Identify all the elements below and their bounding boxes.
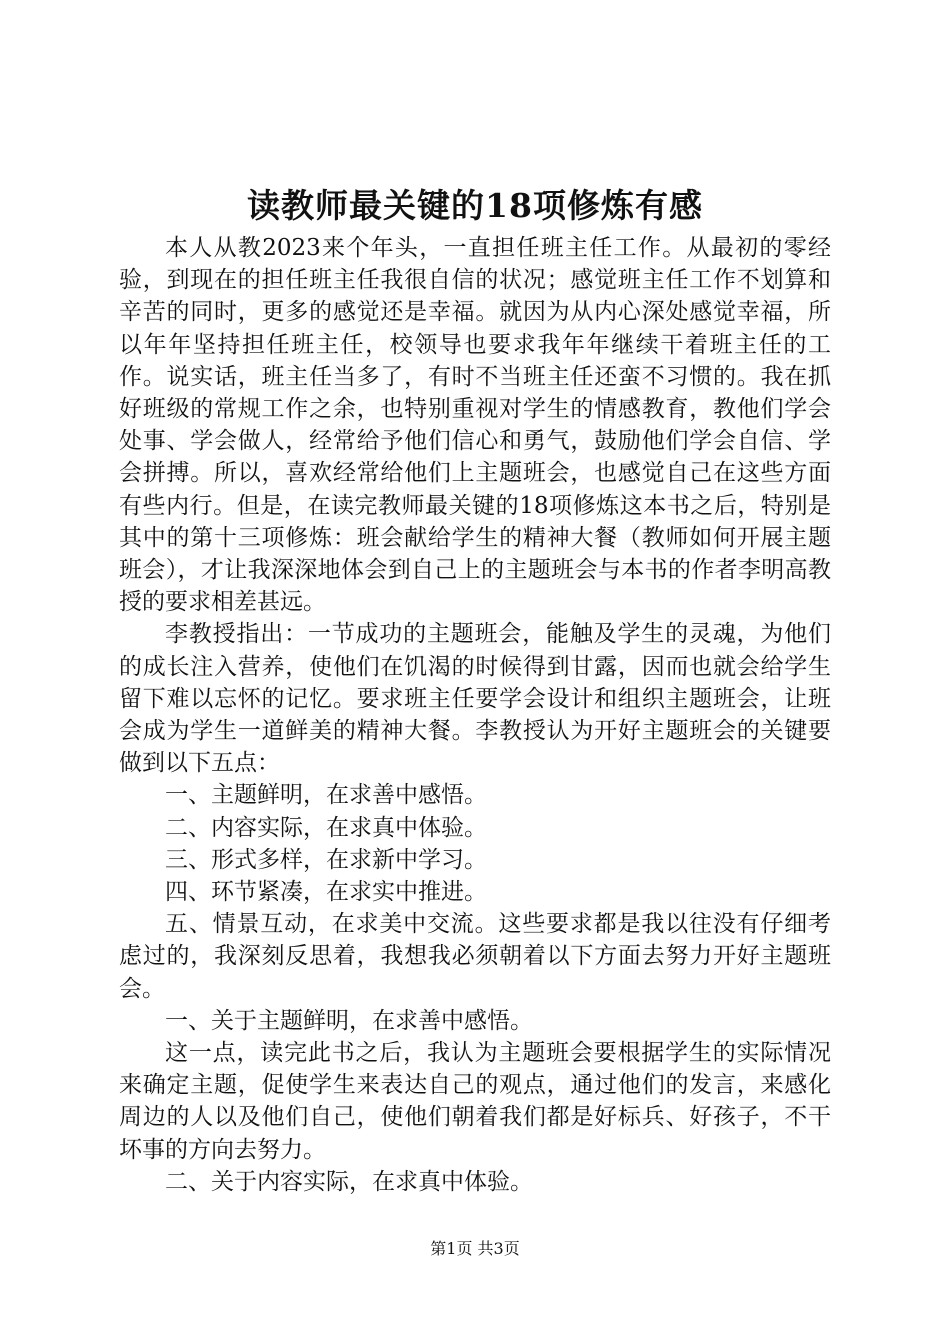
- page-number-footer: 第1页 共3页: [430, 1239, 520, 1258]
- section-heading-1: 一、关于主题鲜明，在求善中感悟。: [165, 1007, 533, 1034]
- section-heading-2: 二、关于内容实际，在求真中体验。: [165, 1168, 533, 1195]
- list-item-point-3: 三、形式多样，在求新中学习。: [165, 846, 487, 873]
- paragraph-section-1: 这一点，读完此书之后，我认为主题班会要根据学生的实际情况来确定主题，促使学生来表达自己的观点，通过他们的发言，来感化周边的人以及他们自己，使他们朝着我们都是好标兵、好孩子，不干坏事的方向去努力。: [119, 1040, 831, 1163]
- document-title: 读教师最关键的18项修炼有感: [247, 186, 703, 225]
- document-body: [119, 232, 831, 1198]
- paragraph-professor-points: 李教授指出：一节成功的主题班会，能触及学生的灵魂，为他们的成长注入营养，使他们在饥渴的时候得到甘露，因而也就会给学生留下难以忘怀的记忆。要求班主任要学会设计和组织主题班会，让班会成为学生一道鲜美的精神大餐。李教授认为开好主题班会的关键要做到以下五点：: [119, 621, 831, 777]
- list-item-point-4: 四、环节紧凑，在求实中推进。: [165, 879, 487, 906]
- list-item-point-2: 二、内容实际，在求真中体验。: [165, 814, 487, 841]
- list-item-point-1: 一、主题鲜明，在求善中感悟。: [165, 782, 487, 809]
- list-item-point-5: 五、情景互动，在求美中交流。这些要求都是我以往没有仔细考虑过的，我深刻反思着，我想我必须朝着以下方面去努力开好主题班会。: [119, 911, 831, 1002]
- paragraph-intro: 本人从教2023来个年头，一直担任班主任工作。从最初的零经验，到现在的担任班主任我很自信的状况；感觉班主任工作不划算和辛苦的同时，更多的感觉还是幸福。就因为从内心深处感觉幸福，所以年年坚持担任班主任，校领导也要求我年年继续干着班主任的工作。说实话，班主任当多了，有时不当班主任还蛮不习惯的。我在抓好班级的常规工作之余，也特别重视对学生的情感教育，教他们学会处事、学会做人，经常给予他们信心和勇气，鼓励他们学会自信、学会拼搏。所以，喜欢经常给他们上主题班会，也感觉自己在这些方面有些内行。但是，在读完教师最关键的18项修炼这本书之后，特别是其中的第十三项修炼：班会献给学生的精神大餐（教师如何开展主题班会），才让我深深地体会到自己上的主题班会与本书的作者李明高教授的要求相差甚远。: [119, 235, 831, 616]
